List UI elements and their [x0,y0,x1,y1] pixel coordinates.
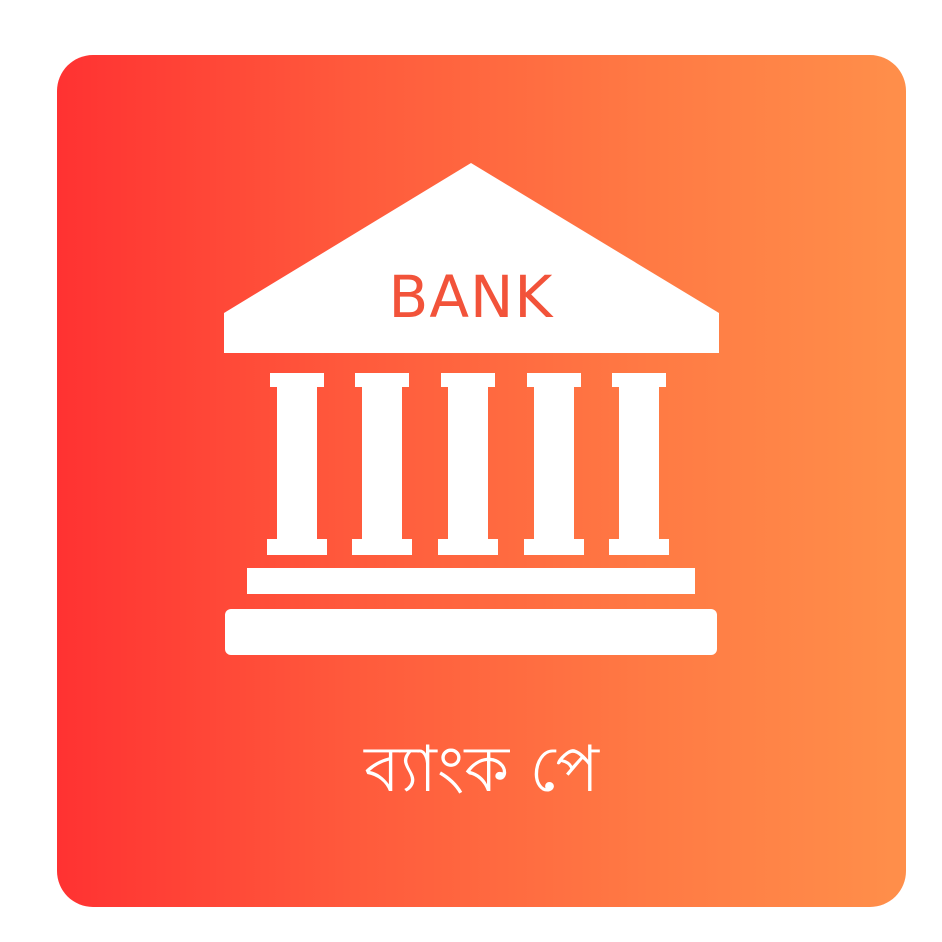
bank-column [524,373,584,555]
bank-step-lower [225,609,717,655]
bank-label: BANK [388,263,554,331]
bank-column [352,373,412,555]
app-icon-tile[interactable] [57,55,906,907]
app-caption: ব্যাংক পে [364,733,599,807]
bank-column [438,373,498,555]
bank-columns [267,373,669,555]
bank-column [609,373,669,555]
bank-step-upper [247,568,695,594]
bank-column [267,373,327,555]
